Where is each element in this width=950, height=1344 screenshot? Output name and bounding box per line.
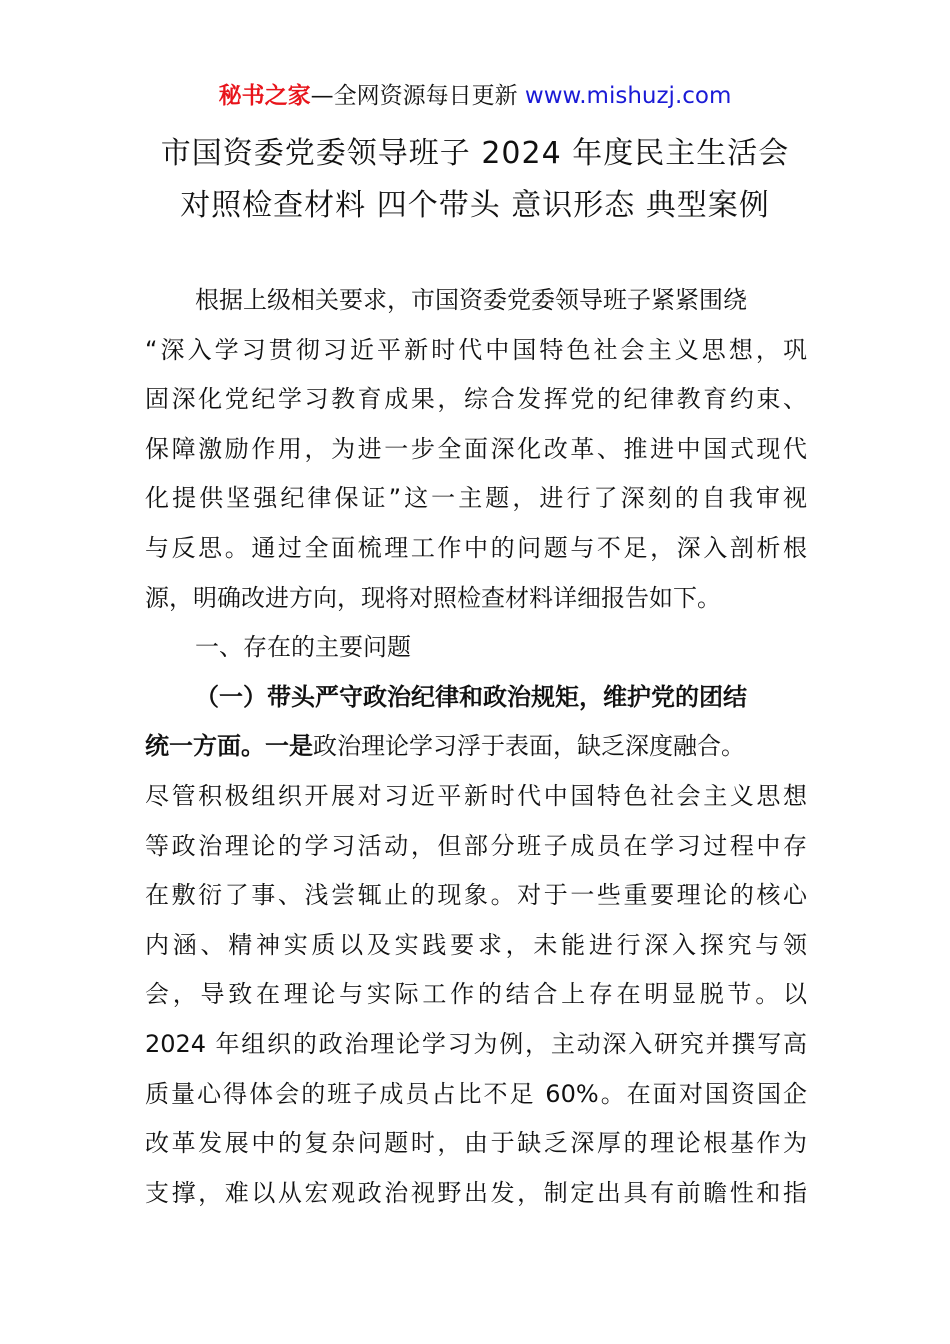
header-tagline: —全网资源每日更新 (310, 83, 525, 109)
paragraph-line: 质量心得体会的班子成员占比不足 60%。在面对国资国企 (145, 1079, 807, 1108)
intro-line: 保障激励作用，为进一步全面深化改革、推进中国式现代 (145, 434, 807, 463)
site-header (0, 80, 950, 112)
intro-line: 与反思。通过全面梳理工作中的问题与不足，深入剖析根 (145, 533, 807, 562)
intro-line: “深入学习贯彻习近平新时代中国特色社会主义思想，巩 (145, 335, 807, 364)
section-heading: 一、存在的主要问题 (195, 633, 411, 662)
paragraph-line: 等政治理论的学习活动，但部分班子成员在学习过程中存 (145, 831, 807, 860)
paragraph-line: 会，导致在理论与实际工作的结合上存在明显脱节。以 (145, 980, 807, 1009)
subsection-heading: （一）带头严守政治纪律和政治规矩，维护党的团结 (195, 682, 747, 711)
intro-line: 源，明确改进方向，现将对照检查材料详细报告如下。 (145, 583, 721, 612)
header-url[interactable]: www.mishuzj.com (524, 83, 732, 109)
paragraph-line: 2024 年组织的政治理论学习为例，主动深入研究并撰写高 (145, 1029, 807, 1058)
document-title-line-1: 市国资委党委领导班子 2024 年度民主生活会 (160, 136, 790, 171)
document-body (145, 276, 807, 1218)
paragraph-line: 在敷衍了事、浅尝辄止的现象。对于一些重要理论的核心 (145, 881, 807, 910)
paragraph-line: 内涵、精神实质以及实践要求，未能进行深入探究与领 (145, 930, 807, 959)
subsection-heading-end: 统一方面。一是 (145, 732, 313, 761)
document-title-line-2: 对照检查材料 四个带头 意识形态 典型案例 (180, 188, 770, 223)
subsection-text: 政治理论学习浮于表面，缺乏深度融合。 (313, 732, 745, 761)
brand-name: 秘书之家 (218, 83, 311, 109)
intro-line: 根据上级相关要求，市国资委党委领导班子紧紧围绕 (195, 286, 747, 314)
paragraph-line: 支撑，难以从宏观政治视野出发，制定出具有前瞻性和指 (145, 1178, 807, 1207)
paragraph-line: 改革发展中的复杂问题时，由于缺乏深厚的理论根基作为 (145, 1129, 807, 1158)
intro-line: 化提供坚强纪律保证”这一主题，进行了深刻的自我审视 (145, 484, 807, 513)
intro-line: 固深化党纪学习教育成果，综合发挥党的纪律教育约束、 (145, 385, 807, 414)
subsection-line (145, 722, 807, 772)
paragraph-line: 尽管积极组织开展对习近平新时代中国特色社会主义思想 (145, 781, 807, 810)
